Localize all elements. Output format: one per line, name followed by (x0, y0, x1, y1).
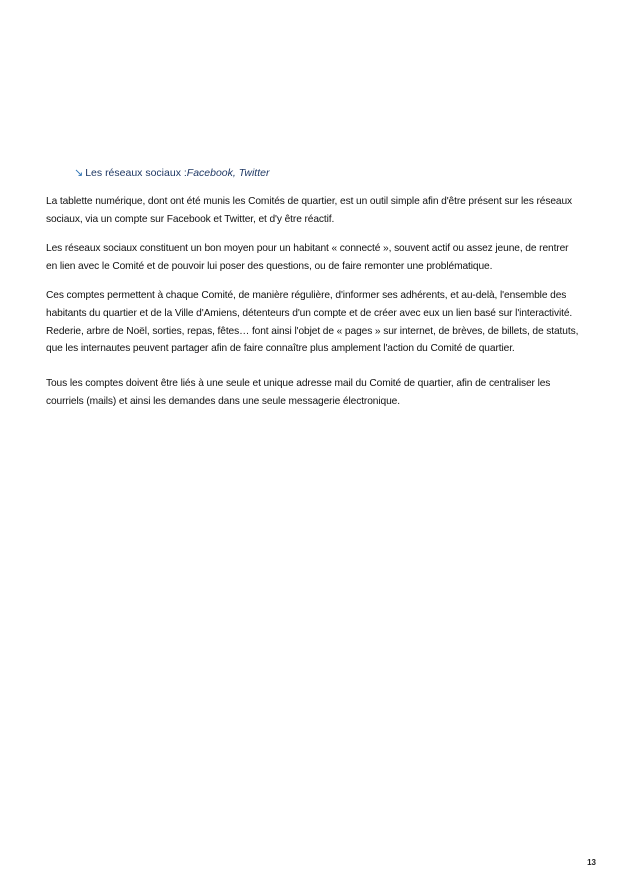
paragraph-tablet: La tablette numérique, dont ont été munis les Comités de quartier, est un outil simple afin d'être présent sur les réseaux sociaux, via un compte sur Facebook et Twitter, et d'y être réactif. (46, 196, 573, 225)
paragraph-email: Tous les comptes doivent être liés à une seule et unique adresse mail du Comité de quartier, afin de centraliser les courriels (mails) et ainsi les demandes dans une seule messagerie électronique. (46, 378, 551, 407)
paragraph-social-networks: Les réseaux sociaux constituent un bon moyen pour un habitant « connecté », souvent actif ou assez jeune, de rentrer en lien avec le Comité et de pouvoir lui poser des questions, ou de faire remonter une problématique. (46, 243, 569, 272)
section-heading (74, 166, 269, 179)
section-heading-text: Les réseaux sociaux : (85, 166, 187, 179)
page-number: 13 (587, 858, 596, 867)
section-heading-emphasis: Facebook, Twitter (186, 166, 270, 179)
paragraph-accounts: Ces comptes permettent à chaque Comité, de manière régulière, d'informer ses adhérents, et au-delà, l'ensemble des habitants du quartier et de la Ville d'Amiens, détenteurs d'un compte et de créer avec eux un lien basé sur l'interactivité. Rederie, arbre de Noël, sorties, repas, fêtes… font ainsi l'objet de « pages » sur internet, de brèves, de billets, de statuts, que les internautes peuvent partager afin de faire connaître plus amplement l'action du Comité de quartier. (46, 290, 579, 355)
arrow-down-right-icon: ↘ (74, 167, 84, 179)
